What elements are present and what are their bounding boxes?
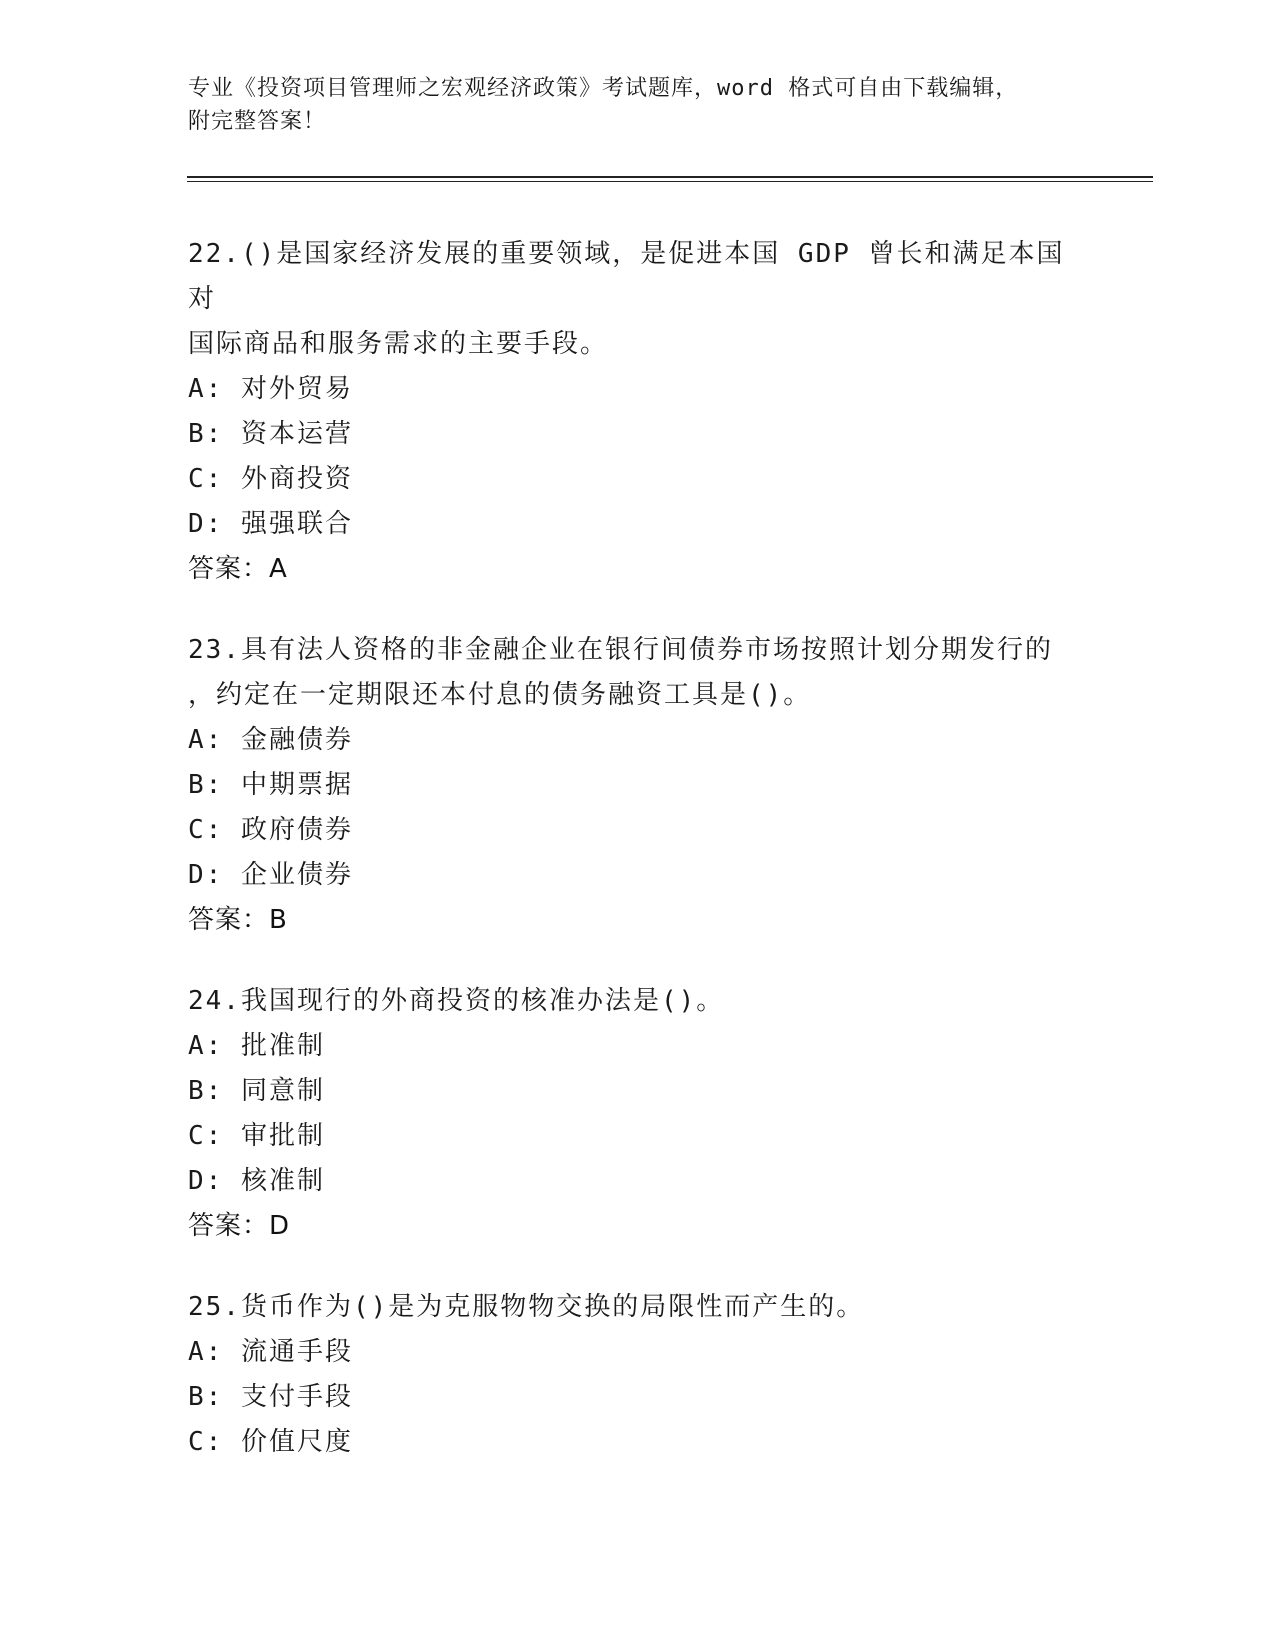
option-b: B: 中期票据	[188, 770, 353, 800]
option-c: C: 外商投资	[188, 464, 353, 494]
option-a: A: 金融债券	[188, 725, 353, 755]
question-stem: 25.货币作为()是为克服物物交换的局限性而产生的。	[188, 1292, 865, 1322]
question-stem: 24.我国现行的外商投资的核准办法是()。	[188, 986, 725, 1016]
answer-text: 答案：A	[188, 554, 288, 584]
option-b: B: 资本运营	[188, 419, 353, 449]
question-22	[188, 232, 1088, 592]
question-list	[188, 232, 1088, 1501]
question-stem: 22.()是国家经济发展的重要领域，是促进本国 GDP 曾长和满足本国对 国际商品和服务需求的主要手段。	[188, 239, 1065, 359]
option-a: A: 对外贸易	[188, 374, 353, 404]
question-stem: 23.具有法人资格的非金融企业在银行间债券市场按照计划分期发行的 ，约定在一定期限还本付息的债务融资工具是()。	[188, 635, 1053, 710]
option-a: A: 批准制	[188, 1031, 325, 1061]
option-d: D: 强强联合	[188, 509, 353, 539]
document-header: 专业《投资项目管理师之宏观经济政策》考试题库，word 格式可自由下载编辑， 附完整答案！	[188, 76, 1019, 134]
answer-text: 答案：B	[188, 905, 288, 935]
option-c: C: 价值尺度	[188, 1427, 353, 1457]
option-d: D: 企业债券	[188, 860, 353, 890]
option-b: B: 支付手段	[188, 1382, 353, 1412]
option-d: D: 核准制	[188, 1166, 325, 1196]
question-24	[188, 979, 1088, 1249]
option-c: C: 政府债券	[188, 815, 353, 845]
question-23	[188, 628, 1088, 943]
option-c: C: 审批制	[188, 1121, 325, 1151]
answer-text: 答案：D	[188, 1211, 291, 1241]
question-25	[188, 1285, 1088, 1465]
header-divider	[187, 176, 1153, 182]
option-b: B: 同意制	[188, 1076, 325, 1106]
option-a: A: 流通手段	[188, 1337, 353, 1367]
